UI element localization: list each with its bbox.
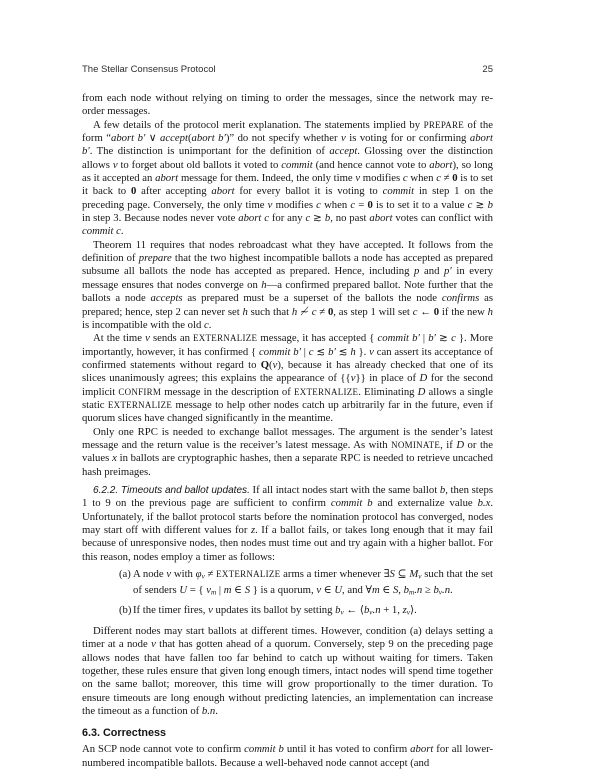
paragraph-timers: Different nodes may start ballots at different times. However, condition (a) delays setting a timer at a node v that has gotten ahead of a quorum. Conversely, step 9 on the preceding page allows nodes that have fallen too far behind to catch up without waiting for timers. Taken together, these rules ensure that given long enough timers, intact nodes will spend time together on the same ballot; moreover, this time will grow proportionally to the timer duration. To ensure timeouts are long enough without predicting latencies, an implementation can increase the timeout as a function of b.n. [82,624,493,717]
body-text [82,92,493,770]
list-item-a-label: (a) [119,568,131,581]
paragraph-correctness: An SCP node cannot vote to confirm commit b until it has voted to confirm abort for all lower-numbered incompatible ballots. Because a well-behaved node cannot accept (and [82,743,494,769]
section-heading-correctness: 6.3. Correctness [82,727,167,740]
list-item-b-text: If the timer fires, v updates its ballot by setting bv ← ⟨bv.n + 1, zv⟩. [133,603,417,617]
page-content [82,64,493,770]
list-item-b-label: (b) [119,603,132,616]
paragraph-rpc: Only one RPC is needed to exchange ballot messages. The argument is the sender’s latest message and the return value is the receiver’s latest message. As with NOMINATE, if D or the values x in ballots are cryptographic hashes, then a separate RPC is needed to retrieve uncached hash preimages. [82,425,493,478]
list-item-a-text: A node v with φv ≠ EXTERNALIZE arms a timer whenever ∃S ⊆ Mv such that the set of senders U = { vm | m ∈ S } is a quorum, v ∈ U, and ∀m ∈ S, bm.n ≥ bv.n. [133,568,493,597]
paragraph-theorem-11: Theorem 11 requires that nodes rebroadcast what they have accepted. It follows from the definition of prepare that the two highest incompatible ballots a node has accepted as prepared subsume all ballots the node has accepted as prepared. Hence, including p and p′ in every message ensures that nodes converge on h—a confirmed prepared ballot. Note further that the ballots a node accepts as prepared must be a superset of the ballots the node confirms as prepared; hence, step 2 can never set h such that h ≁ c ≠ 0, as step 1 will set c ← 0 if the new h is incompatible with the old c. [82,238,493,331]
paragraph-externalize: At the time v sends an EXTERNALIZE message, it has accepted { commit b′ | b′ ≳ c }. More importantly, however, it has confirmed { commit b′ | c ≲ b′ ≲ h }. v can assert its acceptance of confirmed statements without regard to Q(v), because it has already checked that one of its slices unanimously agrees; this explains the appearance of {{v}} in place of D for the second implicit CONFIRM message in the description of EXTERNALIZE. Eliminating D allows a single static EXTERNALIZE message to help other nodes catch up arbitrarily far in the future, even if quorum slices have changed significantly in the meantime. [82,332,494,425]
running-header [82,64,493,75]
list-item-a [82,568,493,600]
running-title: The Stellar Consensus Protocol [82,64,216,75]
page-number: 25 [482,64,493,75]
list-item-b [82,604,493,620]
paragraph-protocol-details: A few details of the protocol merit explanation. The statements implied by PREPARE of the form “abort b′ ∨ accept(abort b′)” do not specify whether v is voting for or confirming abort b′. The distinction is unimportant for the definition of accept. Glossing over the distinction allows v to forget about old ballots it voted to commit (and hence cannot vote to abort), so long as it accepted an abort message for them. Indeed, the only time v modifies c when c ≠ 0 is to set it back to 0 after accepting abort for every ballot it is voting to commit in step 1 on the preceding page. Conversely, the only time v modifies c when c = 0 is to set it to a value c ≳ b in step 3. Because nodes never vote abort c for any c ≳ b, no past abort votes can conflict with commit c. [82,118,494,238]
paragraph-timeouts-runin-heading: 6.2.2. Timeouts and ballot updates. If all intact nodes start with the same ballot b, then steps 1 to 9 on the previous page are sufficient to confirm commit b and externalize value b.x. Unfortunately, if the ballot protocol starts before the nomination protocol has converged, nodes may start off with different values for z. If a ballot fails, or takes long enough that it may fail because of unresponsive nodes, then nodes must time out and try again with a higher ballot. For this reason, nodes employ a timer as follows: [82,483,494,563]
paragraph-continuation: from each node without relying on timing to order the messages, since the network may re-order messages. [82,92,493,118]
